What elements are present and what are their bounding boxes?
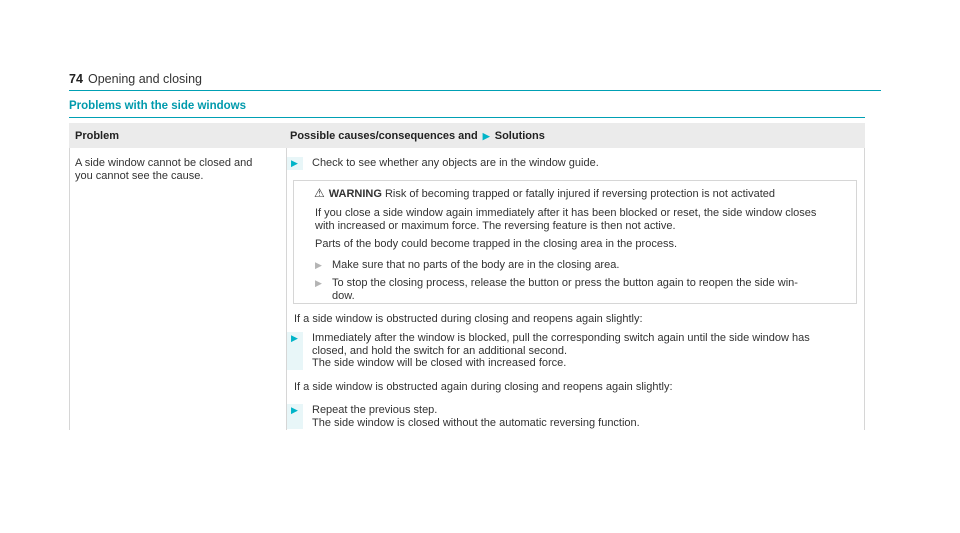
column-header-solutions-text: Possible causes/consequences and: [290, 130, 478, 142]
warning-step-text: Make sure that no parts of the body are in the closing area.: [332, 259, 620, 271]
solution-step: [287, 157, 847, 170]
warning-paragraph: Parts of the body could become trapped in the closing area in the process.: [315, 238, 677, 250]
warning-step: [315, 277, 845, 302]
step-line: Repeat the previous step.: [312, 404, 438, 416]
section-title: Problems with the side windows: [69, 100, 246, 112]
step-line: Immediately after the window is blocked, pull the corresponding switch again until the side window has: [312, 332, 810, 344]
arrow-right-icon: ▶: [315, 278, 322, 288]
arrow-right-icon: ▶: [315, 260, 322, 270]
column-header-problem: Problem: [75, 130, 120, 142]
step-line: The side window is closed without the automatic reversing function.: [312, 416, 640, 429]
step-text: [312, 404, 640, 429]
problem-cell: [75, 157, 252, 182]
step-text: [312, 332, 810, 370]
warning-paragraph: [315, 207, 816, 232]
warning-label: WARNING: [328, 188, 382, 200]
problem-line: you cannot see the cause.: [75, 169, 204, 182]
column-divider: [286, 148, 287, 430]
table-header: [69, 123, 865, 148]
arrow-right-icon: ▶: [291, 405, 298, 415]
arrow-right-icon: ▶: [482, 131, 490, 141]
warning-step-line: To stop the closing process, release the button or press the button again to reopen the side win-: [332, 277, 798, 289]
step-line: closed, and hold the switch for an additional second.: [312, 344, 567, 357]
warning-box: [293, 180, 857, 304]
warning-step: [315, 259, 845, 272]
warning-step-text: [332, 277, 798, 302]
page-number: 74: [69, 72, 83, 86]
step-line: The side window will be closed with increased force.: [312, 357, 567, 369]
condition-paragraph: If a side window is obstructed again during closing and reopens again slightly:: [294, 381, 673, 393]
warning-step-line: dow.: [332, 289, 355, 302]
warning-line: with increased or maximum force. The reversing feature is then not active.: [315, 219, 676, 232]
warning-line: If you close a side window again immediately after it has been blocked or reset, the side window closes: [315, 207, 817, 219]
page-header: [69, 70, 881, 91]
table-border-left: [69, 148, 70, 430]
solution-step: [287, 332, 847, 370]
section-divider: [69, 117, 865, 118]
column-header-solutions: [290, 130, 545, 142]
arrow-right-icon: ▶: [291, 333, 298, 343]
problem-line: A side window cannot be closed and: [75, 157, 253, 169]
warning-triangle-icon: ⚠: [314, 186, 325, 200]
step-text: Check to see whether any objects are in the window guide.: [312, 157, 599, 169]
table-border-right: [864, 148, 865, 430]
condition-paragraph: If a side window is obstructed during closing and reopens again slightly:: [294, 313, 643, 325]
column-header-solutions-label: Solutions: [494, 130, 545, 142]
warning-title: [314, 186, 775, 200]
warning-heading: Risk of becoming trapped or fatally injured if reversing protection is not activated: [384, 188, 776, 200]
solution-step: [287, 404, 847, 429]
chapter-title: Opening and closing: [88, 72, 202, 86]
arrow-right-icon: ▶: [291, 158, 298, 168]
